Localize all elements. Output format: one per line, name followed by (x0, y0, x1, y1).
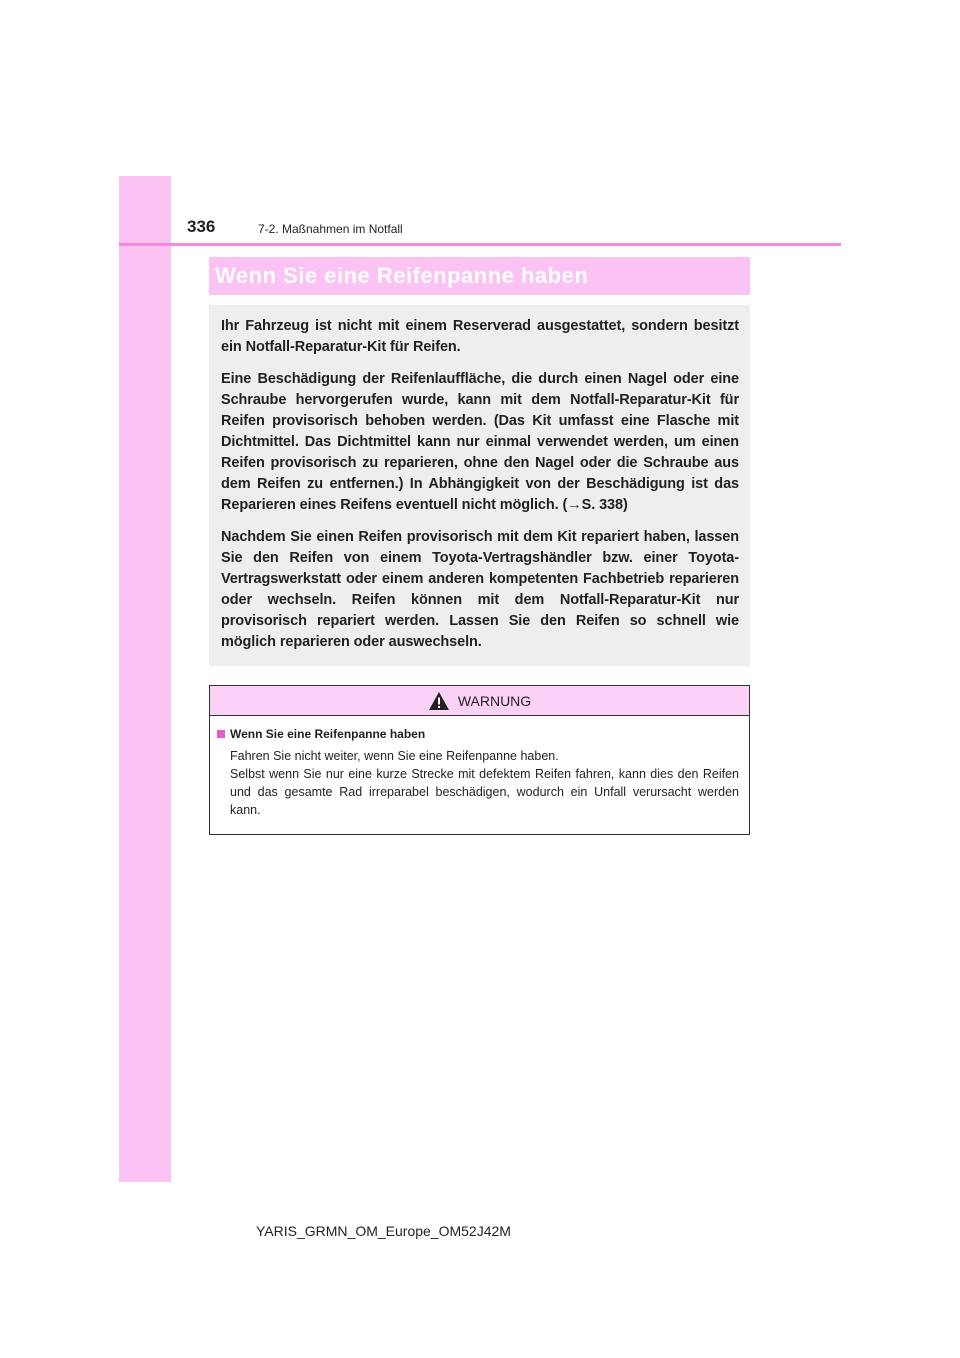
bullet-square-icon (217, 730, 225, 738)
intro-paragraph-2 (221, 369, 739, 516)
section-title: 7-2. Maßnahmen im Notfall (258, 222, 403, 236)
warning-label: WARNUNG (457, 692, 532, 709)
warning-box (209, 685, 750, 835)
header-rule (119, 243, 841, 246)
page-reference-link[interactable]: S. 338) (581, 497, 628, 513)
warning-item-title: Wenn Sie eine Reifenpanne haben (230, 727, 426, 741)
warning-line-2: Selbst wenn Sie nur eine kurze Strecke mit defektem Reifen fahren, kann dies den Reifen und das gesamte Rad irreparabel beschädigen, wodurch ein Unfall verursacht werden kann. (230, 767, 739, 817)
intro-box (209, 305, 750, 666)
intro-paragraph-1: Ihr Fahrzeug ist nicht mit einem Reserverad ausgestattet, sondern besitzt ein Notfall-Reparatur-Kit für Reifen. (221, 318, 739, 355)
warning-text (217, 747, 739, 819)
warning-line-1: Fahren Sie nicht weiter, wenn Sie eine Reifenpanne haben. (230, 749, 559, 763)
warning-body (210, 716, 749, 819)
intro-paragraph-3: Nachdem Sie einen Reifen provisorisch mit dem Kit repariert haben, lassen Sie den Reifen von einem Toyota-Vertragshändler bzw. einer Toyota-Vertragswerkstatt oder einem anderen kompetenten Fachbetrieb reparieren oder wechseln. Reifen können mit dem Notfall-Reparatur-Kit nur provisorisch repariert werden. Lassen Sie den Reifen so schnell wie möglich reparieren oder auswechseln. (221, 529, 739, 650)
warning-triangle-icon (428, 691, 450, 711)
page-title: Wenn Sie eine Reifenpanne haben (215, 263, 589, 288)
side-tab (119, 176, 171, 1182)
title-bar (209, 257, 750, 295)
intro-paragraph-2-text: Eine Beschädigung der Reifenlauffläche, die durch einen Nagel oder eine Schraube hervorgerufen wurde, kann mit dem Notfall-Reparatur-Kit für Reifen provisorisch behoben werden. (Das Kit umfasst eine Flasche mit Dichtmittel. Das Dichtmittel kann nur einmal verwendet werden, um einen Reifen provisorisch zu reparieren, ohne den Nagel oder die Schraube aus dem Reifen zu entfernen.) In Abhängigkeit von der Beschädigung ist das Reparieren eines Reifens eventuell nicht möglich. ( (221, 371, 739, 513)
arrow-right-icon: → (567, 497, 582, 513)
page-number: 336 (187, 217, 216, 236)
warning-header (210, 686, 749, 716)
warning-item-heading (217, 727, 739, 741)
footer-document-code: YARIS_GRMN_OM_Europe_OM52J42M (256, 1223, 511, 1239)
